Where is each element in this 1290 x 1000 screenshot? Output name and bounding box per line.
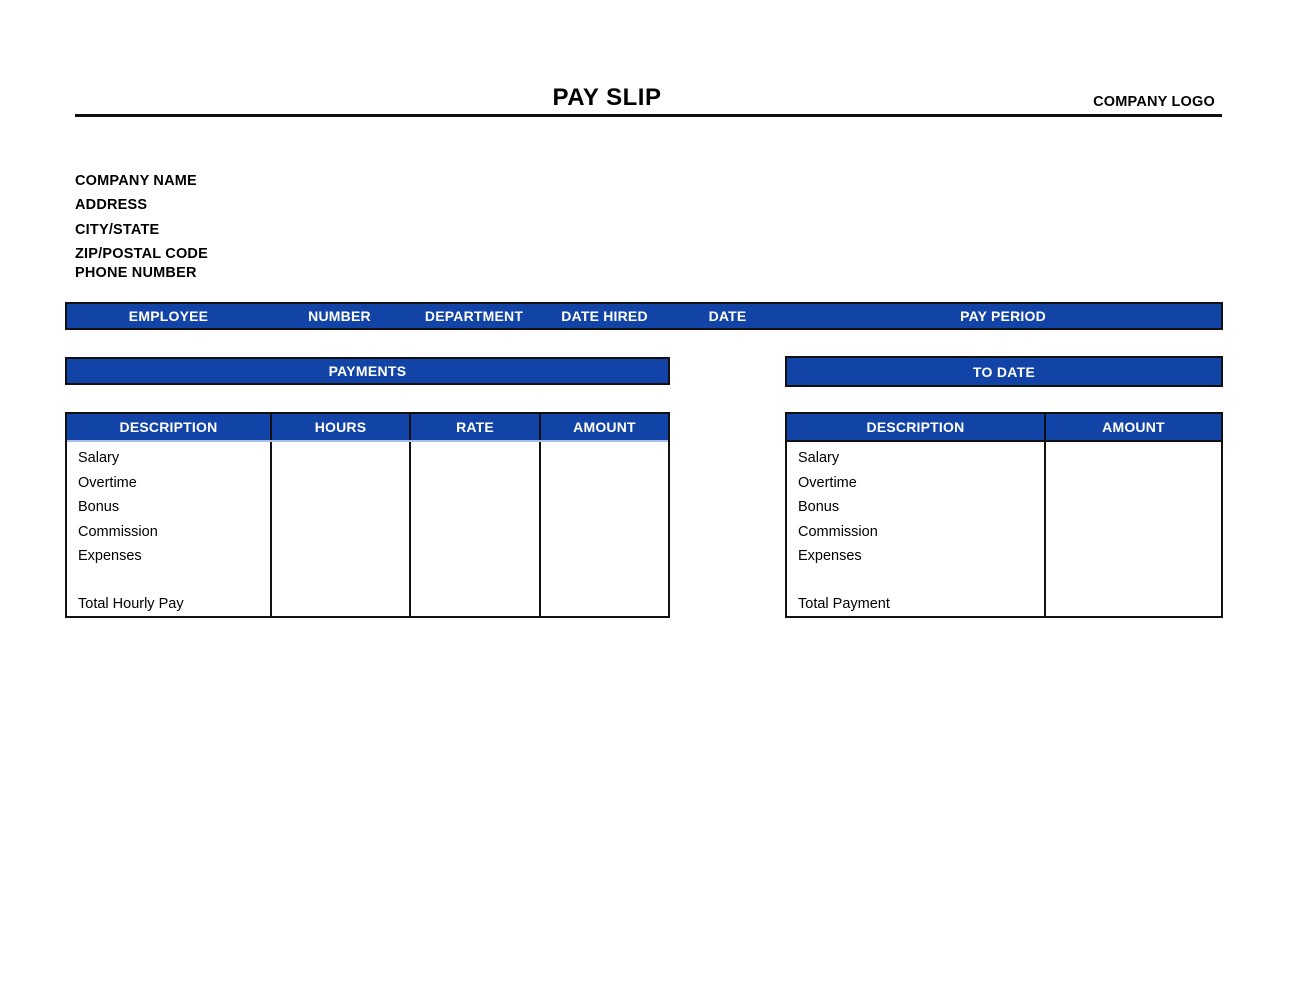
company-info-line: ADDRESS <box>75 197 148 214</box>
todate-amount-cell <box>1044 442 1221 616</box>
company-info-line: PHONE NUMBER <box>75 265 197 282</box>
column-header-cell: DESCRIPTION <box>787 414 1044 440</box>
company-info-line: CITY/STATE <box>75 221 160 238</box>
company-info-line: COMPANY NAME <box>75 173 197 189</box>
column-header-cell: AMOUNT <box>539 414 668 440</box>
payments-row-list <box>78 446 270 569</box>
payments-total-label: Total Hourly Pay <box>78 596 184 612</box>
row-label: Bonus <box>798 499 840 515</box>
row-label: Overtime <box>798 474 857 491</box>
payments-description-cell <box>67 442 270 616</box>
column-header-cell: HOURS <box>270 414 409 440</box>
todate-section-label: TO DATE <box>972 363 1036 380</box>
row-label: Bonus <box>78 499 120 515</box>
payments-section-bar <box>65 357 670 385</box>
employee-header-cell: DATE <box>708 308 747 324</box>
row-label: Commission <box>798 523 878 540</box>
row-label: Overtime <box>78 474 137 491</box>
column-header-cell: AMOUNT <box>1044 414 1221 440</box>
employee-header-cell: PAY PERIOD <box>960 308 1046 324</box>
row-label: Expenses <box>78 548 142 564</box>
employee-header-bar <box>65 302 1223 330</box>
column-header-cell: DESCRIPTION <box>67 414 270 440</box>
todate-table <box>785 412 1223 618</box>
payments-section-label: PAYMENTS <box>328 363 407 379</box>
company-info-block <box>75 169 208 285</box>
header-rule <box>75 114 1222 117</box>
payments-table-body <box>67 440 668 616</box>
employee-header-cell: EMPLOYEE <box>128 308 209 324</box>
row-label: Salary <box>798 450 840 466</box>
row-label: Commission <box>78 523 158 540</box>
page-title: PAY SLIP <box>552 84 662 111</box>
employee-header-cell: DEPARTMENT <box>424 308 524 324</box>
company-info-line: ZIP/POSTAL CODE <box>75 245 208 262</box>
todate-table-header <box>787 414 1221 440</box>
todate-total-label: Total Payment <box>798 596 890 612</box>
company-logo-label: COMPANY LOGO <box>1093 94 1215 110</box>
payments-table <box>65 412 670 618</box>
payments-rate-cell <box>409 442 539 616</box>
employee-header-cell: NUMBER <box>308 308 371 324</box>
todate-row-list <box>798 446 1044 569</box>
todate-table-body <box>787 440 1221 616</box>
payments-table-header <box>67 414 668 440</box>
payments-amount-cell <box>539 442 668 616</box>
employee-header-cell: DATE HIRED <box>561 308 648 324</box>
column-header-cell: RATE <box>409 414 539 440</box>
todate-section-bar <box>785 356 1223 387</box>
payments-hours-cell <box>270 442 409 616</box>
row-label: Expenses <box>798 548 862 564</box>
todate-description-cell <box>787 442 1044 616</box>
row-label: Salary <box>78 450 120 466</box>
